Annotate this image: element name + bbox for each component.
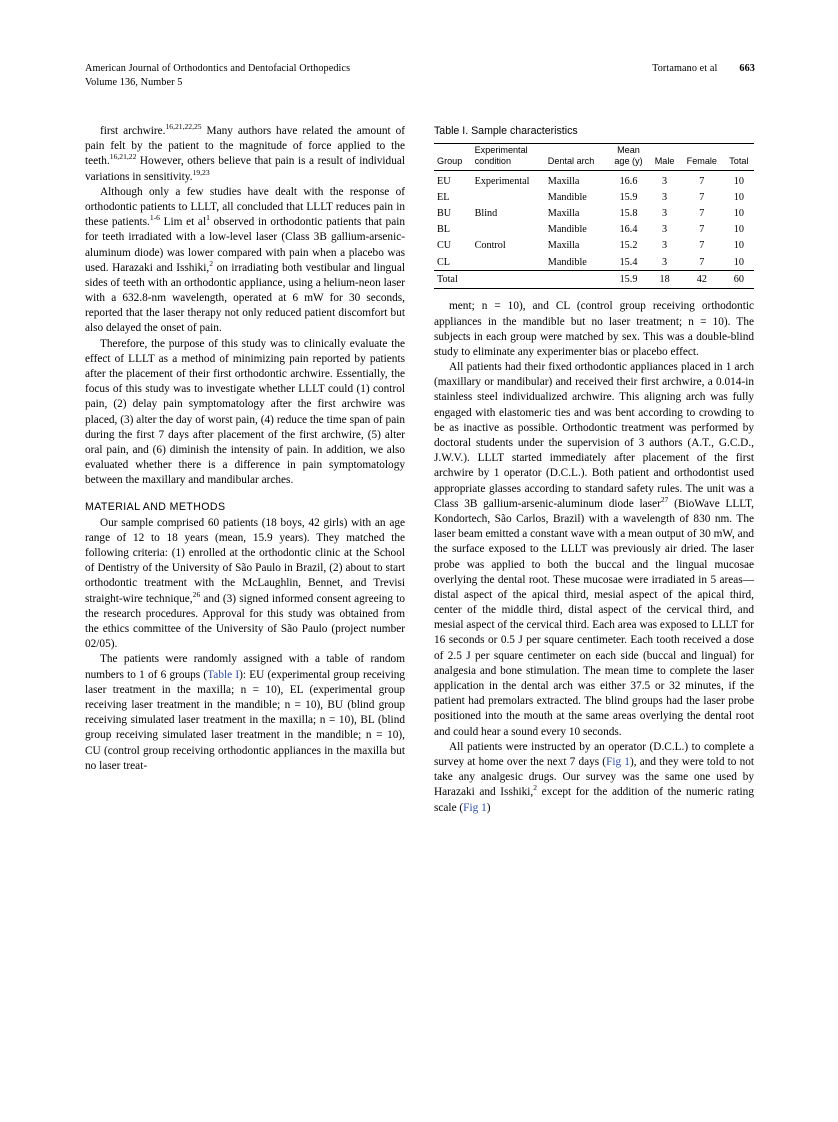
cell-group: EU [437,176,451,188]
cell-age: 15.9 [608,271,649,289]
running-head [85,62,755,91]
cell-condition [472,271,545,289]
cell-total: 10 [733,224,744,236]
cell-arch: Maxilla [547,176,580,188]
cell-group: CU [437,240,452,252]
th-female-line1: Female [686,156,717,167]
cell-arch: Mandible [547,256,587,268]
th-age-line2: age (y) [614,156,643,167]
th-group-line1: Group [437,156,463,167]
paragraph-lllt-studies: Although only a few studies have dealt with the response of orthodontic patients to LLLT, all concluded that LLLT reduces pain in these patients.$^{1-6}$ Lim et $al^1$ observed in orthodontic patients that pain for teeth irradiated with a low-level laser (Class 3B gallium-arsenic-aluminum diode) was lower compared with pain when a placebo was used. Harazaki and Isshiki,$^2$ on irradiating both vestibular and lingual sides of teeth with an orthodontic appliance, using a helium-neon laser with a 632.8-nm wavelength, operated at 6 mW for 30 seconds, reported that the laser therapy not only reduced patient discomfort but also delayed the onset of pain. [85,185,406,335]
paragraph-continued: first archwire.$^{16,21,22,25}$ Many authors have related the amount of pain felt by the patient to the magnitude of force applied to the teeth.$^{16,21,22}$ However, others believe that pain is a result of individual variations in sensitivity.$^{19,23}$ [85,122,406,183]
th-age-line1: Mean [617,145,640,156]
cell-age: 15.9 [619,192,638,204]
table-title-text: Sample characteristics [471,125,578,137]
paragraph-purpose: Therefore, the purpose of this study was to clinically evaluate the effect of LLLT as a method of minimizing pain reported by patients after the placement of their first orthodontic archwire. Essentially, the focus of this study was to investigate whether LLLT could (1) control pain, (2) delay pain symptomatology after the first archwire was placed, (3) alter the day of worst pain, (4) reduce the time span of pain during the first 7 days after placement of the first archwire, (5) alter oral pain, and (6) diminish the intensity of pain. In addition, we also evaluated whether there is a difference in pain symptomatology between the maxillary and mandibular arches. [85,337,405,487]
cell-male: 3 [662,176,668,188]
cell-age: 15.8 [619,208,638,220]
cell-condition: Experimental [474,176,530,188]
th-arch-line1: Dental arch [547,156,595,167]
th-total [724,144,754,171]
table-row-total [434,271,754,289]
th-mean-age [608,144,649,171]
paragraph-groups: The patients were randomly assigned with a table of random numbers to 1 of 6 groups (Table I): EU (experimental group receiving laser treatment in the maxilla; n = 10), EL (experimental group receiving laser treatment in the mandible; n = 10), BU (blind group receiving simulated laser treatment in the maxilla; n = 10), BL (blind group receiving simulated laser treatment in the mandible; n = 10), CU (control group receiving orthodontic appliances in the maxilla but no laser treat- [85,653,406,772]
section-heading-material-and-methods: MATERIAL AND METHODS [85,500,226,513]
journal-title-block [85,62,350,91]
cell-male: 18 [649,271,680,289]
table-row [434,222,754,238]
cell-total: 10 [733,176,744,188]
cell-arch: Maxilla [547,240,580,252]
th-female [680,144,724,171]
cell-male: 3 [662,192,668,204]
cell-total: 10 [733,256,744,268]
table-sample-characteristics [434,124,754,289]
cell-arch: Mandible [547,192,587,204]
table-caption [434,124,754,138]
paragraph-survey: All patients were instructed by an operator (D.C.L.) to complete a survey at home over the next 7 days (Fig 1), and they were told to not take any analgesic drugs. Our survey was the same one used by Harazaki and Isshiki,$^2$ except for the addition of the numeric rating scale (Fig 1) [434,740,755,814]
table-body [434,171,754,289]
cell-female: 7 [699,192,705,204]
cell-age: 16.6 [619,176,638,188]
th-male [649,144,680,171]
right-column [434,124,754,816]
cell-total: 10 [733,192,744,204]
cell-condition [472,190,545,206]
cell-female: 7 [699,224,705,236]
cell-total: 10 [733,240,744,252]
cell-age: 15.2 [619,240,638,252]
cell-arch: Mandible [547,224,587,236]
table-row [434,254,754,271]
cell-male: 3 [662,240,668,252]
paragraph-appliance-laser: All patients had their fixed orthodontic appliances placed in 1 arch (maxillary or mandibular) and received their first archwire, a 0.014-in stainless steel individualized archwire. This aligning arch was fully engaged with elastomeric ties and was bent according to crowding to be as inactive as possible. Orthodontic treatment was performed by doctoral students under the supervision of 3 authors (A.T., G.C.D., J.W.V.). LLLT started immediately after placement of the first archwire by 1 operator (D.C.L.). Both patient and orthodontist used appropriate glasses according to standard safety rules. The unit was a Class 3B gallium-arsenic-aluminum diode laser$^{27}$ (BioWave LLLT, Kondortech, São Carlos, Brazil) with a wavelength of 830 nm. The laser beam emitted a constant wave with a mean output of 30 mW, and the surface exposed to the LLLT was previously air dried. The laser probe was applied to both the buccal and the lingual mucosae overlying the dental root. These mucosae were irradiated in 5 areas—distal aspect of the apical third, mesial aspect of the apical third, center of the middle third, distal aspect of the cervical third, and mesial aspect of the cervical third. Each area was exposed to LLLT for 16 seconds or 0.5 J per square centimeter. Each tooth received a dose of 2.5 J per square centimeter on each side (buccal and lingual) for analgesia and bone stimulation. The mean time to complete the laser application in the dental arch was either 37.5 or 32 minutes, if the patient had premolars extracted. The blind groups had the laser probe positioned into the mouth at the same areas overlying the dental root and could hear a sound every 10 seconds. [434,361,754,738]
cell-male: 3 [662,256,668,268]
cell-female: 7 [699,208,705,220]
cell-condition: Control [474,240,506,252]
cell-age: 15.4 [619,256,638,268]
cell-condition [472,254,545,271]
cell-total: 10 [733,208,744,220]
cell-arch [545,271,608,289]
th-exp-line2: condition [474,156,511,167]
cell-female: 7 [699,256,705,268]
cell-group: BU [437,208,452,220]
cell-male: 3 [662,224,668,236]
th-experimental-condition [472,144,545,171]
cell-female: 7 [699,176,705,188]
cell-total: 60 [724,271,754,289]
table-row [434,238,754,254]
journal-name: American Journal of Orthodontics and Dentofacial Orthopedics [85,63,351,74]
cell-male: 3 [662,208,668,220]
cell-group: BL [437,224,451,236]
table-row [434,190,754,206]
table-row [434,206,754,222]
sample-characteristics-table [434,143,754,289]
journal-volume: Volume 136, Number 5 [85,77,183,89]
th-total-line1: Total [729,156,749,167]
cell-group: Total [434,271,472,289]
paragraph-groups-continued: ment; n = 10), and CL (control group receiving orthodontic appliances in the mandible but no laser treatment; n = 10). The subjects in each group were matched by sex. This was a double-blind study to eliminate any experimenter bias or placebo effect. [434,300,754,358]
cell-female: 7 [699,240,705,252]
th-male-line1: Male [654,156,675,167]
cell-female: 42 [680,271,724,289]
cell-group: CL [437,256,451,268]
page-number: 663 [739,63,755,74]
cell-group: EL [437,192,450,204]
th-exp-line1: Experimental [474,145,528,156]
cell-arch: Maxilla [547,208,580,220]
table-header-row [434,144,754,171]
cell-age: 16.4 [619,224,638,236]
authors-page-block [652,62,755,76]
cell-condition [472,222,545,238]
th-dental-arch [545,144,608,171]
paragraph-sample: Our sample comprised 60 patients (18 boys, 42 girls) with an age range of 12 to 18 years (mean, 15.9 years). They matched the following criteria: (1) enrolled at the orthodontic clinic at the School of Dentistry of the University of São Paulo in Brazil, (2) about to start orthodontic treatment with the McLaughlin, Bennet, and Trevisi straight-wire technique,$^{26}$ and (3) signed informed consent agreeing to the research procedures. Approval for this study was obtained from the ethics committee of the University of São Paulo (project number 02/05). [85,516,405,651]
th-group [434,144,472,171]
running-authors: Tortamano et al [652,63,718,74]
left-column [85,124,405,774]
cell-condition: Blind [474,208,498,220]
table-label: Table I. [434,125,469,137]
table-row [434,171,754,190]
